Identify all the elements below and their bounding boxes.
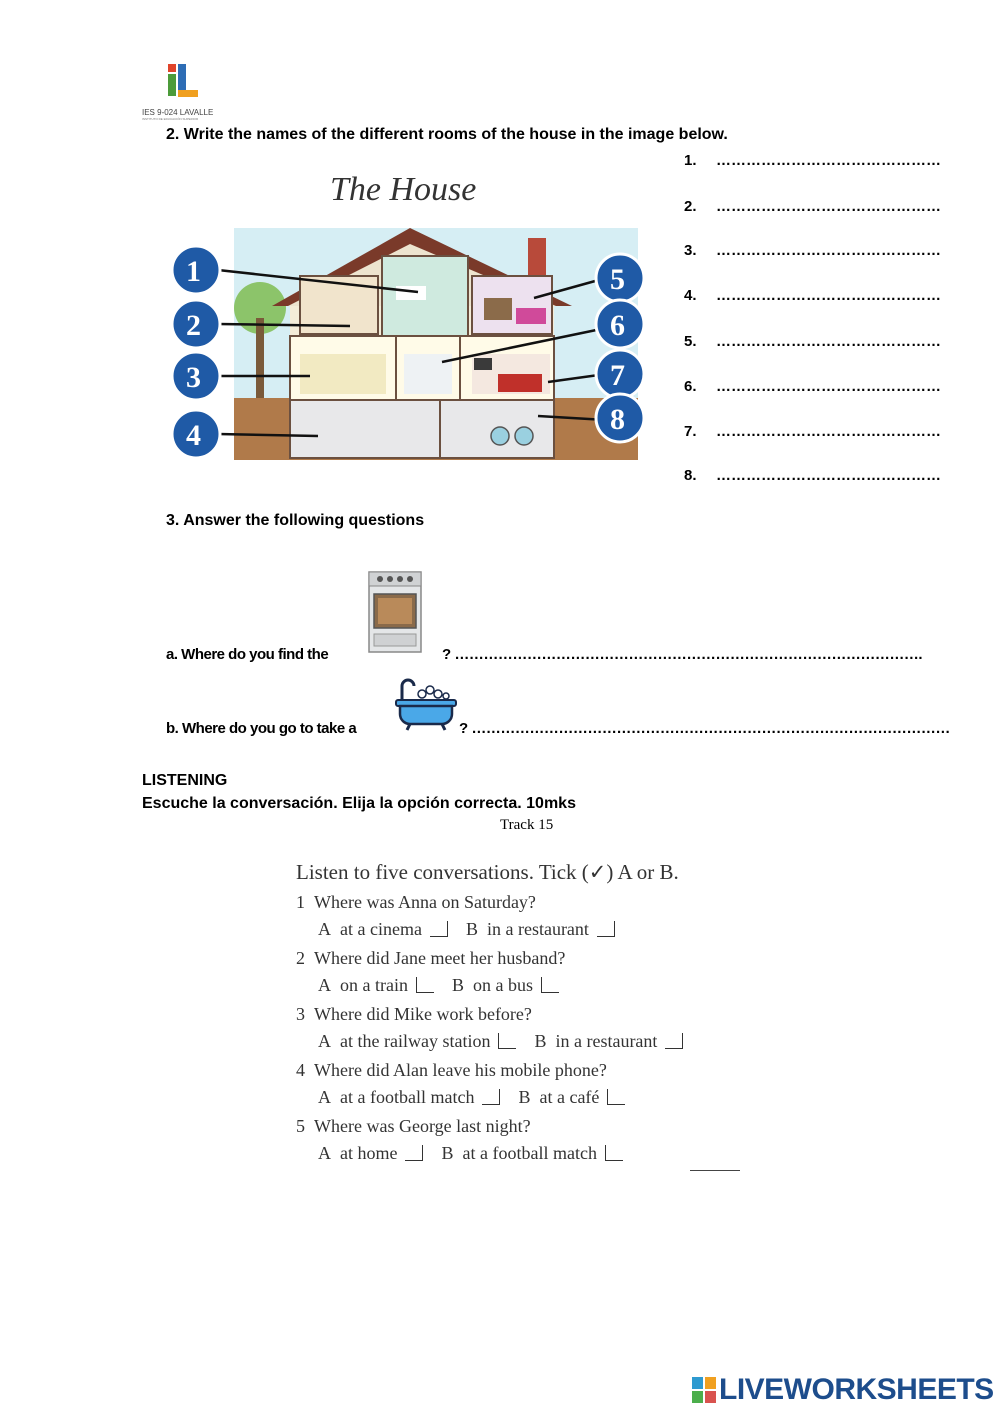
section2-title: 2. Write the names of the different rooms of the house in the image below. <box>166 126 728 143</box>
badge-3 <box>172 352 220 400</box>
question-a <box>166 646 328 663</box>
answer-row-2[interactable]: 2. ……………………………………… <box>684 198 941 215</box>
listen-q3-options: A at the railway station B in a restaurant <box>318 1031 683 1052</box>
question-b-prefix: b. Where do you go to take a <box>166 720 357 737</box>
tick-box-q1-a[interactable] <box>430 921 448 937</box>
answer-blank-1[interactable]: ……………………………………… <box>716 152 941 169</box>
question-a-prefix: a. Where do you find the <box>166 646 329 663</box>
tick-box-q3-b[interactable] <box>665 1033 683 1049</box>
badge-4 <box>172 410 220 458</box>
answer-blank-4[interactable]: ……………………………………… <box>716 287 941 304</box>
answer-row-6[interactable]: 6. ……………………………………… <box>684 378 941 395</box>
tick-box-q2-a[interactable] <box>416 977 434 993</box>
divider-mark <box>690 1170 740 1171</box>
logo-mark <box>142 60 202 100</box>
answer-blank-2[interactable]: ……………………………………… <box>716 198 941 215</box>
answer-row-3[interactable]: 3. ……………………………………… <box>684 242 941 259</box>
tick-box-q2-b[interactable] <box>541 977 559 993</box>
bathtub-icon <box>394 676 458 732</box>
question-b-answer[interactable]: ? ……………………………………………………………………………………… <box>459 720 950 737</box>
answer-blank-8[interactable]: ……………………………………… <box>716 467 941 484</box>
tick-box-q3-a[interactable] <box>498 1033 516 1049</box>
house-image-title: The House <box>330 171 477 208</box>
listen-q3: 3 Where did Mike work before? <box>296 1004 532 1024</box>
svg-text:8: 8 <box>610 403 625 436</box>
listen-q1: 1 Where was Anna on Saturday? <box>296 892 536 912</box>
tick-box-q5-a[interactable] <box>405 1145 423 1161</box>
answer-row-5[interactable]: 5. ……………………………………… <box>684 333 941 350</box>
listening-heading: LISTENING <box>142 772 228 789</box>
answer-row-8[interactable]: 8. ……………………………………… <box>684 467 941 484</box>
tick-box-q1-b[interactable] <box>597 921 615 937</box>
answer-blank-3[interactable]: ……………………………………… <box>716 242 941 259</box>
listening-intro: Listen to five conversations. Tick (✓) A or B. <box>296 860 679 884</box>
badge-1 <box>172 246 220 294</box>
svg-text:2: 2 <box>186 309 201 342</box>
svg-text:5: 5 <box>610 263 625 296</box>
badge-8 <box>596 394 644 442</box>
tick-box-q4-a[interactable] <box>482 1089 500 1105</box>
listen-q2-options: A on a train B on a bus <box>318 975 559 996</box>
section3-title: 3. Answer the following questions <box>166 512 425 529</box>
house-illustration <box>160 158 650 470</box>
listening-instruction: Escuche la conversación. Elija la opción correcta. 10mks <box>142 795 576 812</box>
logo-subtext: INSTITUTO DE EDUCACIÓN SUPERIOR <box>142 117 199 121</box>
listen-q1-options: A at a cinema B in a restaurant <box>318 919 615 940</box>
tick-box-q5-b[interactable] <box>605 1145 623 1161</box>
tick-box-q4-b[interactable] <box>607 1089 625 1105</box>
badge-2 <box>172 300 220 348</box>
school-logo <box>142 60 232 120</box>
svg-text:7: 7 <box>610 359 625 392</box>
answer-blank-6[interactable]: ……………………………………… <box>716 378 941 395</box>
liveworksheets-icon <box>692 1377 716 1403</box>
listen-q2: 2 Where did Jane meet her husband? <box>296 948 566 968</box>
logo-text: IES 9-024 LAVALLE <box>142 108 214 117</box>
svg-text:6: 6 <box>610 309 625 342</box>
question-a-answer[interactable]: ? ……………………………………………………………………………………. <box>442 646 922 663</box>
track-label: Track 15 <box>500 817 554 833</box>
listen-q4: 4 Where did Alan leave his mobile phone? <box>296 1060 607 1080</box>
stove-icon <box>366 568 424 654</box>
listen-q4-options: A at a football match B at a café <box>318 1087 625 1108</box>
svg-text:3: 3 <box>186 361 201 394</box>
answer-blank-5[interactable]: ……………………………………… <box>716 333 941 350</box>
liveworksheets-logo <box>692 1374 994 1406</box>
answer-row-4[interactable]: 4. ……………………………………… <box>684 287 941 304</box>
liveworksheets-brand: LIVEWORKSHEETS <box>719 1373 994 1406</box>
listen-q5-options: A at home B at a football match <box>318 1143 623 1164</box>
svg-text:1: 1 <box>186 255 201 288</box>
badge-7 <box>596 350 644 398</box>
badge-6 <box>596 300 644 348</box>
answer-row-7[interactable]: 7. ……………………………………… <box>684 423 941 440</box>
answer-row-1[interactable]: 1. ……………………………………… <box>684 152 941 169</box>
question-b <box>166 720 356 737</box>
svg-text:4: 4 <box>186 419 201 452</box>
badge-5 <box>596 254 644 302</box>
listen-q5: 5 Where was George last night? <box>296 1116 531 1136</box>
answer-blank-7[interactable]: ……………………………………… <box>716 423 941 440</box>
